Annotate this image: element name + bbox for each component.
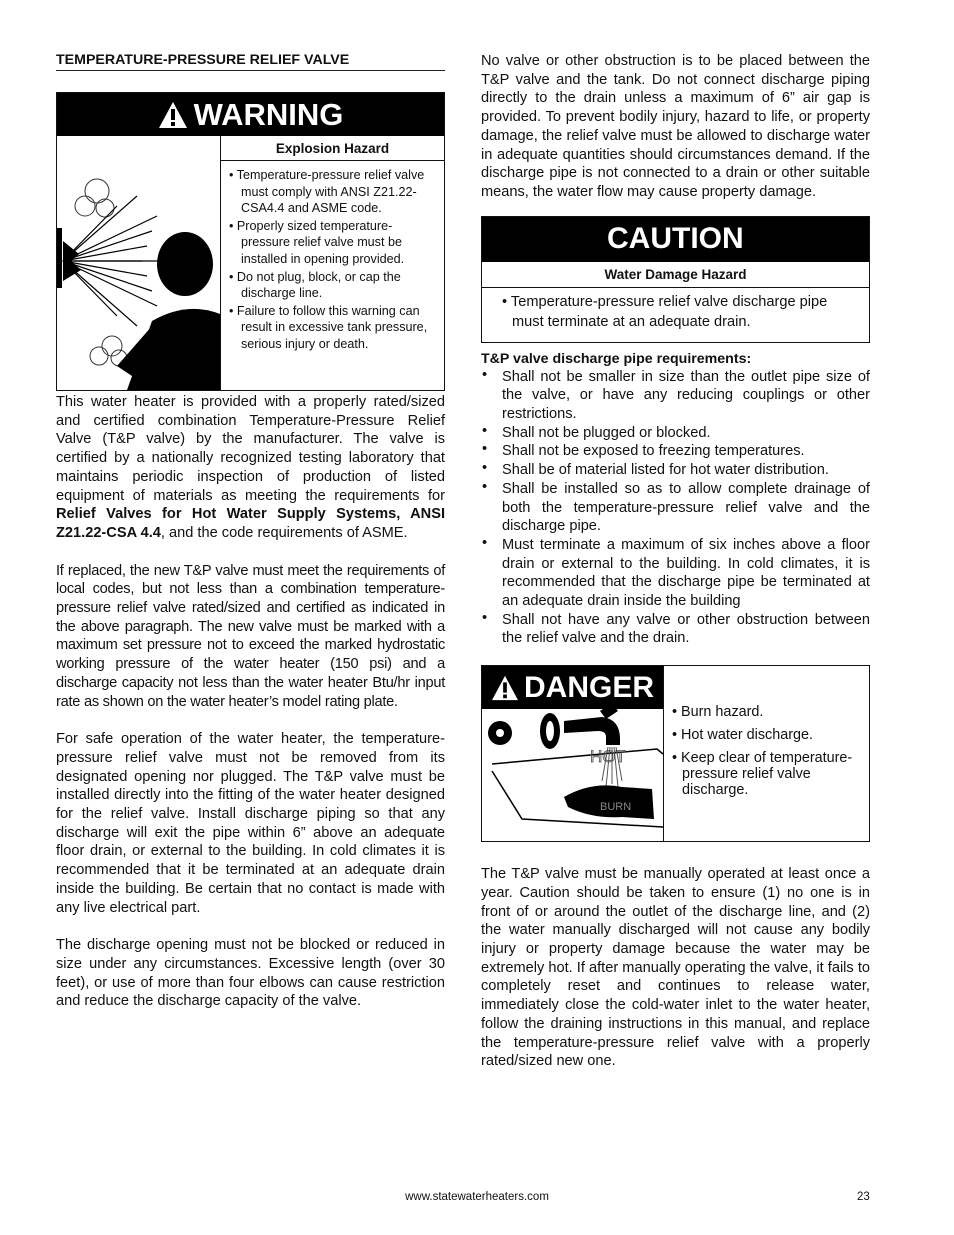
requirements-title: T&P valve discharge pipe requirements: <box>481 350 752 367</box>
paragraph-discharge-opening: The discharge opening must not be blocked or reduced in size under any circumstances. Excessive length (over 30 feet), or use of more than four elbows can cause restriction and reduce the discharge capacity of the valve. <box>56 937 445 1010</box>
caution-line: • Temperature-pressure relief valve discharge pipe <box>502 293 828 310</box>
warning-triangle-icon <box>158 101 188 129</box>
warning-body <box>57 136 444 390</box>
page-number: 23 <box>857 1191 870 1203</box>
burn-hazard-pictogram <box>482 709 663 841</box>
explosion-hazard-icon <box>57 136 220 390</box>
paragraph-text: This water heater is provided with a properly rated/sized and certified combination Temperature-Pressure Relief Valve (T&P valve) by the manufacturer. The valve is certified by a nationally recognized testing laboratory that maintains periodic inspection of production of listed equipment of materials as meeting the requirements for <box>56 394 445 504</box>
warning-text <box>221 136 444 354</box>
warning-triangle-icon <box>491 675 519 701</box>
list-item: • Shall not have any valve or other obstruction between the relief valve and the drain. <box>481 611 870 648</box>
list-item: • Must terminate a maximum of six inches above a floor drain or external to the building. In cold climates, it is recommended that the discharge pipe be terminated at an adequate drain inside the building <box>481 536 870 611</box>
list-item: • Shall not be plugged or blocked. <box>481 424 870 443</box>
danger-header <box>482 666 663 709</box>
footer-url: www.statewaterheaters.com <box>405 1191 549 1203</box>
paragraph-obstruction: No valve or other obstruction is to be placed between the T&P valve and the tank. Do not connect discharge piping directly to the drain unless a maximum of 6” air gap is provided. To prevent bodily injury, hazard to life, or property damage, the relief valve must be allowed to discharge water in adequate quantities should circumstances demand. If the discharge pipe is not connected to a drain or other suitable means, the water flow may cause property damage. <box>481 53 870 200</box>
warning-list <box>221 161 444 353</box>
hot-water-burn-icon <box>482 709 663 841</box>
warning-hazard-title: Explosion Hazard <box>221 136 444 161</box>
list-item: • Burn hazard. <box>672 704 764 721</box>
caution-box <box>481 216 870 343</box>
warning-header <box>57 93 444 136</box>
paragraph-certification <box>56 393 445 543</box>
section-title: TEMPERATURE-PRESSURE RELIEF VALVE <box>56 52 445 71</box>
warning-header-text: WARNING <box>193 96 344 132</box>
list-item: • Shall be installed so as to allow complete drainage of both the temperature-pressure relief valve and the discharge pipe. <box>481 480 870 536</box>
caution-line: must terminate at an adequate drain. <box>512 313 751 330</box>
paragraph-bold: Relief Valves for Hot Water Supply Systems, ANSI Z21.22-CSA 4.4 <box>56 506 445 541</box>
paragraph-replacement: If replaced, the new T&P valve must meet the requirements of local codes, but not less than a combination temperature-pressure relief valve rated/sized and certified as indicated in the above paragraph. The new valve must be marked with a maximum set pressure not to exceed the marked hydrostatic working pressure of the water heater (150 psi) and a discharge capacity not less than the water heater Btu/hr input rate as shown on the water heater’s model rating plate. <box>56 562 445 710</box>
list-item: • Hot water discharge. <box>672 727 814 744</box>
paragraph-safe-operation: For safe operation of the water heater, the temperature-pressure relief valve must not be removed from its designated opening nor plugged. The T&P valve must be installed directly into the fitting of the water heater designed for the relief valve. Install discharge piping so that any discharge will exit the pipe within 6” above an adequate floor drain, or external to the building. In cold climates it is recommended that it be terminated at an adequate drain inside the building. Be certain that no contact is made with any live electrical part. <box>56 731 445 916</box>
list-item: • Shall not be exposed to freezing temperatures. <box>481 442 870 461</box>
list-item: • Failure to follow this warning can result in excessive tank pressure, serious injury or death. <box>229 303 428 351</box>
danger-header-text: DANGER <box>523 670 654 704</box>
paragraph-text: , and the code requirements of ASME. <box>160 524 408 541</box>
list-item: • Temperature-pressure relief valve must comply with ANSI Z21.22-CSA4.4 and ASME code. <box>229 168 425 216</box>
caution-hazard-title: Water Damage Hazard <box>482 262 869 288</box>
list-item: • Keep clear of temperature-pressure relief valve discharge. <box>672 750 853 799</box>
danger-box <box>481 665 870 842</box>
pictogram-hot-label: HOT <box>590 747 626 767</box>
paragraph-manual-operation: The T&P valve must be manually operated at least once a year. Caution should be taken to ensure (1) no one is in front of or around the outlet of the discharge line, and (2) the water manually discharged will not cause any bodily injury or property damage because the water may be extremely hot. If after manually operating the valve, it fails to completely reset and continues to release water, immediately close the cold-water inlet to the water heater, follow the draining instructions in this manual, and replace the temperature-pressure relief valve with a properly rated/sized new one. <box>481 866 870 1070</box>
pictogram-burn-label: BURN <box>600 801 632 814</box>
right-column <box>481 52 870 1071</box>
left-column <box>56 52 445 1011</box>
danger-list <box>672 704 862 805</box>
caution-body <box>482 288 869 342</box>
caution-header: CAUTION <box>482 217 869 262</box>
list-item: • Do not plug, block, or cap the discharge line. <box>229 269 401 301</box>
danger-left-panel <box>482 666 664 841</box>
explosion-hazard-pictogram <box>57 136 221 390</box>
list-item: • Shall not be smaller in size than the outlet pipe size of the valve, or have any reducing couplings or other restrictions. <box>481 368 870 424</box>
list-item: • Shall be of material listed for hot water distribution. <box>481 461 870 480</box>
requirements-list <box>481 368 870 649</box>
list-item: • Properly sized temperature-pressure relief valve must be installed in opening provided. <box>229 218 405 266</box>
warning-box <box>56 92 445 391</box>
